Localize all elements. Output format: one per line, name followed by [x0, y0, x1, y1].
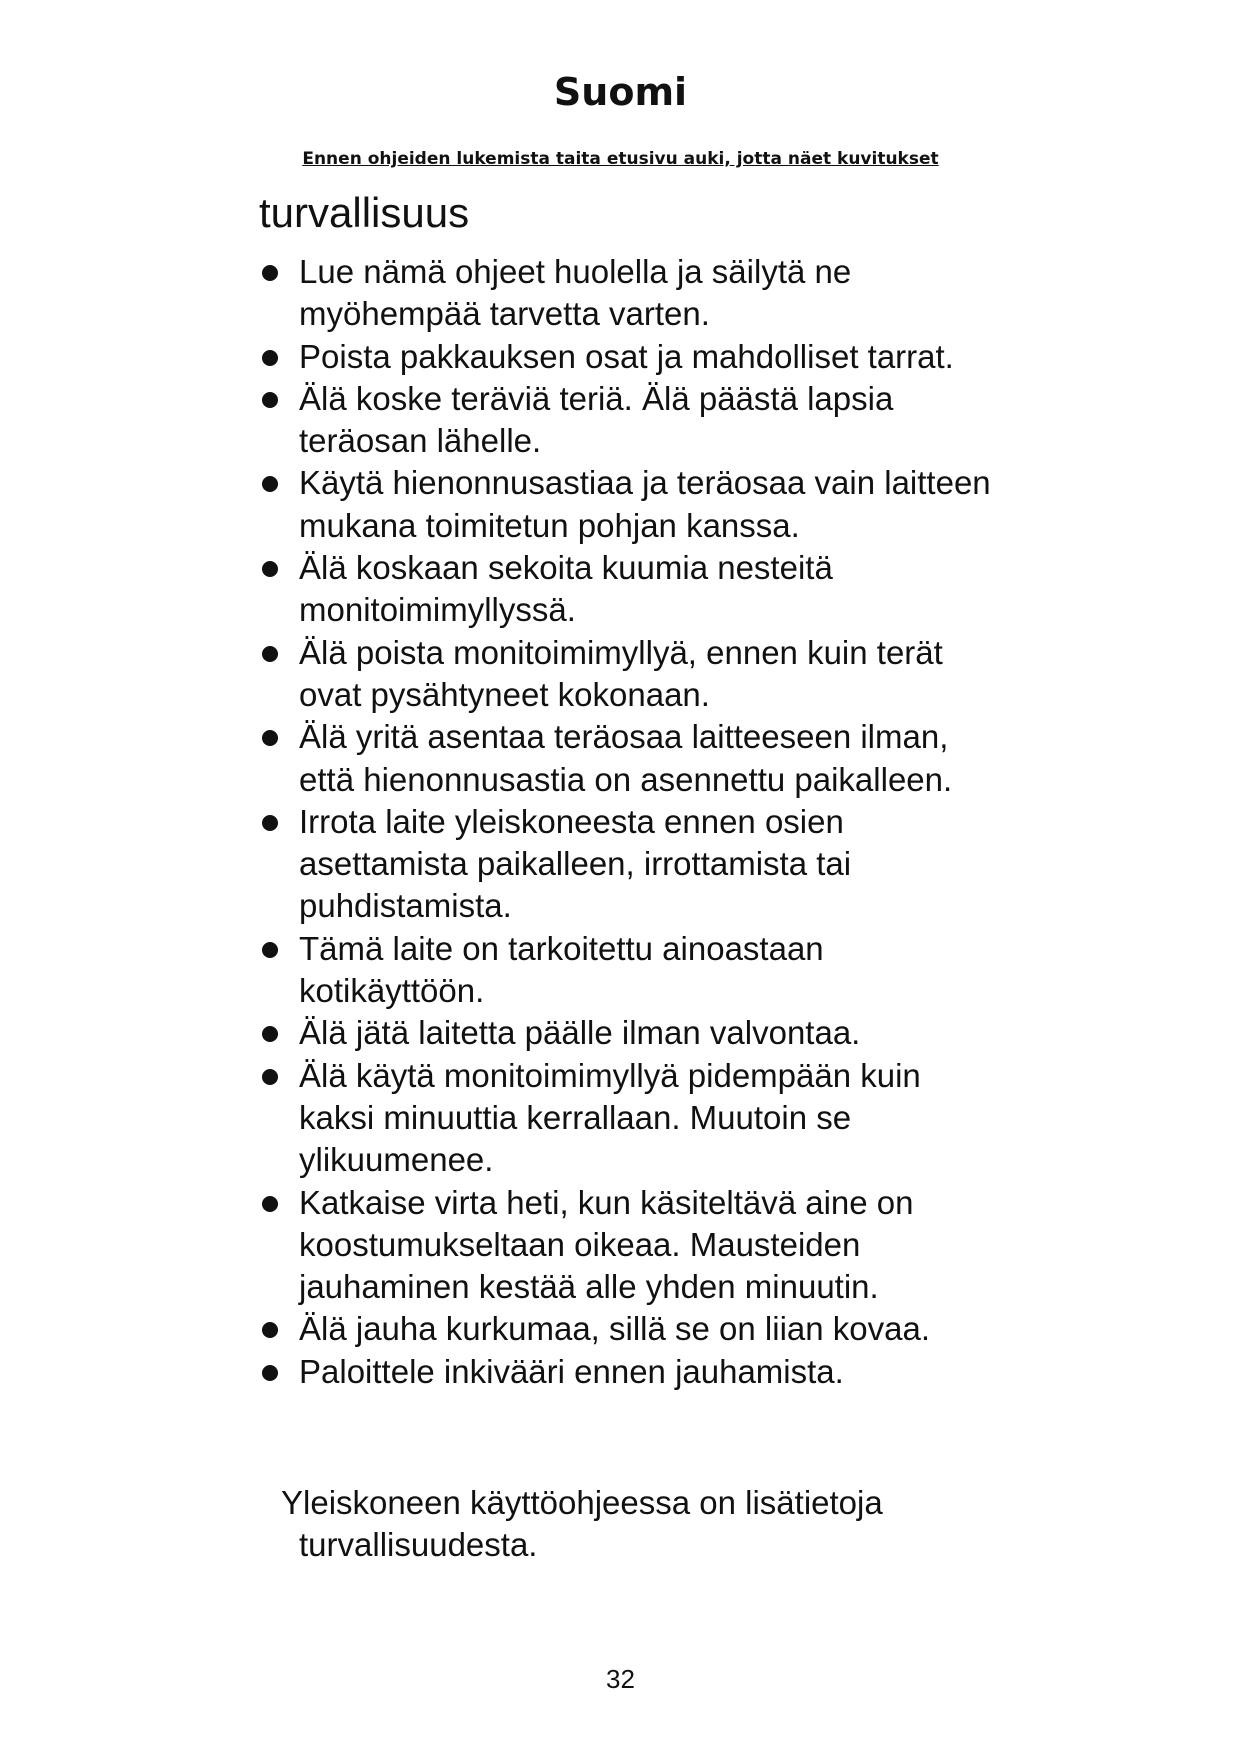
bullet-icon	[262, 350, 278, 366]
safety-item-text: Älä yritä asentaa teräosaa laitteeseen ilman, että hienonnusastia on asennettu paikalleen.	[299, 718, 953, 798]
fold-out-instruction: Ennen ohjeiden lukemista taita etusivu auki, jotta näet kuvitukset	[302, 149, 939, 169]
safety-item	[259, 336, 999, 378]
bullet-icon	[262, 730, 278, 746]
safety-item	[259, 251, 999, 336]
bullet-icon	[262, 392, 278, 408]
bullet-icon	[262, 1026, 278, 1042]
safety-item-text: Älä poista monitoimimyllyä, ennen kuin terät ovat pysähtyneet kokonaan.	[299, 633, 943, 713]
bullet-icon	[262, 1196, 278, 1212]
bullet-icon	[262, 265, 278, 281]
footnote-line-1: Yleiskoneen käyttöohjeessa on lisätietoja	[281, 1484, 883, 1521]
page-title: Suomi	[553, 70, 688, 114]
safety-item	[259, 378, 999, 463]
bullet-icon	[262, 1069, 278, 1085]
safety-list	[259, 251, 999, 1393]
bullet-icon	[262, 815, 278, 831]
safety-item	[259, 1351, 999, 1393]
safety-item-text: Älä koske teräviä teriä. Älä päästä lapsia teräosan lähelle.	[299, 379, 894, 460]
safety-item	[259, 801, 999, 928]
safety-item	[259, 632, 999, 717]
safety-item-text: Älä käytä monitoimimyllyä pidempään kuin kaksi minuuttia kerrallaan. Muutoin se ylikuumenee.	[299, 1056, 921, 1179]
safety-item	[259, 547, 999, 632]
bullet-icon	[262, 1322, 278, 1338]
page-number: 32	[606, 1664, 635, 1694]
safety-item	[259, 462, 999, 547]
safety-item	[259, 1012, 999, 1054]
safety-item-text: Tämä laite on tarkoitettu ainoastaan kotikäyttöön.	[299, 929, 824, 1010]
bullet-icon	[262, 646, 278, 662]
safety-item-text: Irrota laite yleiskoneesta ennen osien asettamista paikalleen, irrottamista tai puhdistamista.	[299, 802, 852, 925]
safety-item	[259, 716, 999, 801]
bullet-icon	[262, 476, 278, 492]
safety-item-text: Älä jätä laitetta päälle ilman valvontaa.	[299, 1014, 861, 1052]
safety-item-text: Katkaise virta heti, kun käsiteltävä aine on koostumukseltaan oikeaa. Mausteiden jauhaminen kestää alle yhden minuutin.	[299, 1183, 914, 1306]
section-heading-safety: turvallisuus	[259, 189, 470, 236]
bullet-icon	[262, 1365, 278, 1381]
safety-item	[259, 1182, 999, 1309]
safety-item-text: Lue nämä ohjeet huolella ja säilytä ne myöhempää tarvetta varten.	[299, 253, 852, 333]
safety-footnote	[281, 1482, 1001, 1567]
safety-item	[259, 1308, 999, 1350]
safety-item-text: Älä koskaan sekoita kuumia nesteitä monitoimimyllyssä.	[299, 549, 833, 629]
safety-item	[259, 928, 999, 1013]
safety-item-text: Älä jauha kurkumaa, sillä se on liian kovaa.	[299, 1310, 931, 1348]
safety-item-text: Paloittele inkivääri ennen jauhamista.	[299, 1352, 844, 1390]
safety-item	[259, 1055, 999, 1182]
bullet-icon	[262, 942, 278, 958]
footnote-line-2: turvallisuudesta.	[299, 1526, 538, 1564]
bullet-icon	[262, 561, 278, 577]
safety-item-text: Käytä hienonnusastiaa ja teräosaa vain laitteen mukana toimitetun pohjan kanssa.	[299, 464, 991, 544]
safety-item-text: Poista pakkauksen osat ja mahdolliset tarrat.	[299, 337, 954, 375]
